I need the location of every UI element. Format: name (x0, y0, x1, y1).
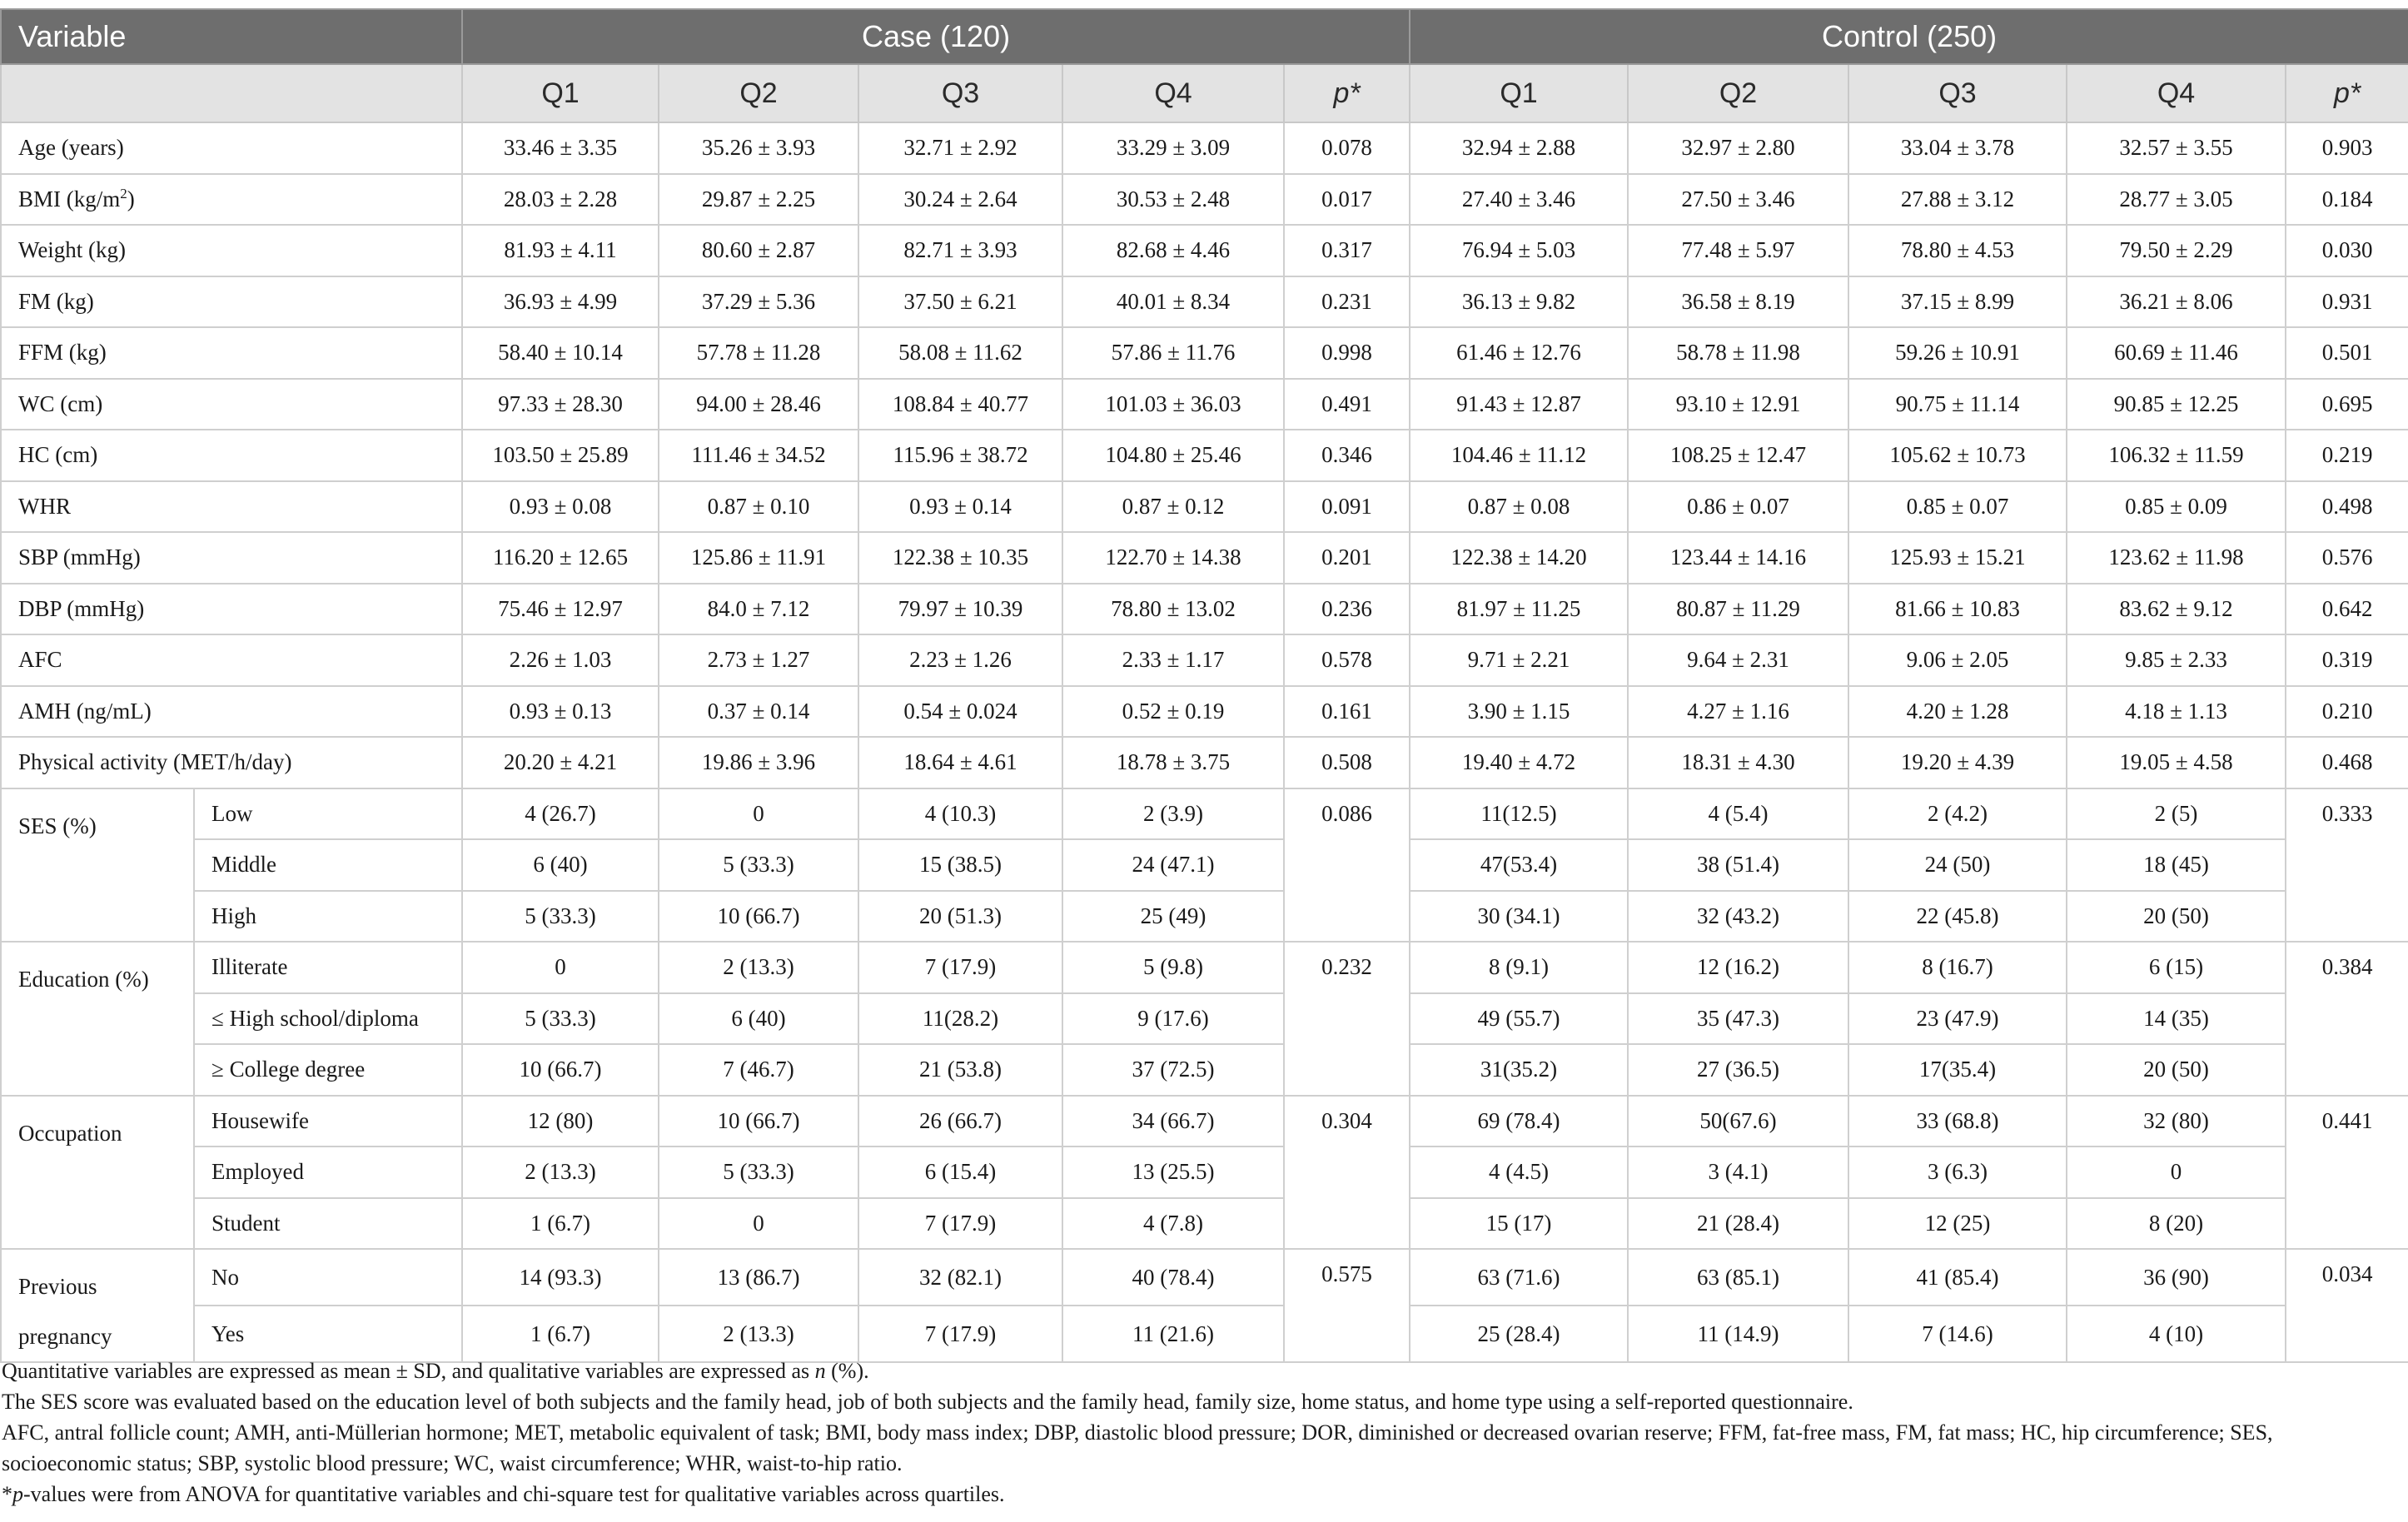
table-footnotes (2, 1355, 2400, 1510)
control-value-cell: 41 (85.4) (1848, 1249, 2067, 1306)
footnote-4: *p-values were from ANOVA for quantitative variables and chi-square test for qualitative variables across quartiles. (2, 1482, 1005, 1506)
control-value-cell: 69 (78.4) (1410, 1096, 1628, 1147)
control-p-value: 0.384 (2286, 942, 2408, 1096)
category-label: Employed (194, 1146, 462, 1198)
control-value-cell: 4 (4.5) (1410, 1146, 1628, 1198)
table-row (1, 1306, 2408, 1362)
category-label: Yes (194, 1306, 462, 1362)
control-q2-header: Q2 (1628, 64, 1848, 122)
control-value-cell: 20 (50) (2067, 1044, 2286, 1096)
case-value-cell: 79.97 ± 10.39 (858, 584, 1062, 635)
table-row (1, 891, 2408, 943)
blank-header (1, 64, 462, 122)
control-value-cell: 50(67.6) (1628, 1096, 1848, 1147)
row-label: DBP (mmHg) (1, 584, 462, 635)
case-value-cell: 115.96 ± 38.72 (858, 430, 1062, 481)
case-value-cell: 6 (40) (462, 839, 659, 891)
case-value-cell: 0.52 ± 0.19 (1062, 686, 1284, 738)
control-value-cell: 123.44 ± 14.16 (1628, 532, 1848, 584)
case-value-cell: 19.86 ± 3.96 (659, 737, 858, 788)
case-value-cell: 7 (46.7) (659, 1044, 858, 1096)
control-value-cell: 0.85 ± 0.07 (1848, 481, 2067, 533)
control-value-cell: 9.85 ± 2.33 (2067, 634, 2286, 686)
control-p-value: 0.903 (2286, 122, 2408, 174)
case-value-cell: 0.37 ± 0.14 (659, 686, 858, 738)
control-value-cell: 9.71 ± 2.21 (1410, 634, 1628, 686)
control-value-cell: 78.80 ± 4.53 (1848, 225, 2067, 276)
control-value-cell: 18 (45) (2067, 839, 2286, 891)
row-label: FM (kg) (1, 276, 462, 328)
case-value-cell: 57.86 ± 11.76 (1062, 327, 1284, 379)
case-value-cell: 75.46 ± 12.97 (462, 584, 659, 635)
case-value-cell: 7 (17.9) (858, 1198, 1062, 1250)
case-value-cell: 0 (659, 1198, 858, 1250)
group-label: Occupation (1, 1096, 194, 1250)
case-value-cell: 33.29 ± 3.09 (1062, 122, 1284, 174)
row-label: BMI $(kg/m^2)$ (1, 174, 462, 226)
control-p-value: 0.441 (2286, 1096, 2408, 1250)
case-value-cell: 108.84 ± 40.77 (858, 379, 1062, 430)
control-value-cell: 32.97 ± 2.80 (1628, 122, 1848, 174)
control-value-cell: 33.04 ± 3.78 (1848, 122, 2067, 174)
control-value-cell: 4.20 ± 1.28 (1848, 686, 2067, 738)
case-value-cell: 58.08 ± 11.62 (858, 327, 1062, 379)
footnote-2: The SES score was evaluated based on the education level of both subjects and the family head, job of both subjects and the family head, family size, home status, and home type using a self-reported questionnaire. (2, 1390, 1853, 1414)
case-p-value: 0.578 (1284, 634, 1410, 686)
control-value-cell: 125.93 ± 15.21 (1848, 532, 2067, 584)
group-label: SES (%) (1, 788, 194, 943)
row-label: Weight (kg) (1, 225, 462, 276)
control-p-value: 0.210 (2286, 686, 2408, 738)
group-label: Previous pregnancy (1, 1249, 194, 1362)
table-row (1, 634, 2408, 686)
case-value-cell: 18.78 ± 3.75 (1062, 737, 1284, 788)
table-row (1, 174, 2408, 226)
control-value-cell: 60.69 ± 11.46 (2067, 327, 2286, 379)
control-value-cell: 63 (85.1) (1628, 1249, 1848, 1306)
case-value-cell: 80.60 ± 2.87 (659, 225, 858, 276)
control-value-cell: 12 (25) (1848, 1198, 2067, 1250)
control-value-cell: 36 (90) (2067, 1249, 2286, 1306)
case-p-value: 0.236 (1284, 584, 1410, 635)
control-value-cell: 11 (14.9) (1628, 1306, 1848, 1362)
category-label: Student (194, 1198, 462, 1250)
case-p-value: 0.161 (1284, 686, 1410, 738)
control-value-cell: 61.46 ± 12.76 (1410, 327, 1628, 379)
case-value-cell: 20.20 ± 4.21 (462, 737, 659, 788)
table-body (1, 122, 2408, 1362)
table-row (1, 1146, 2408, 1198)
control-value-cell: 19.20 ± 4.39 (1848, 737, 2067, 788)
characteristics-table (0, 8, 2408, 1363)
case-value-cell: 2.23 ± 1.26 (858, 634, 1062, 686)
control-value-cell: 83.62 ± 9.12 (2067, 584, 2286, 635)
table-row (1, 839, 2408, 891)
control-value-cell: 14 (35) (2067, 993, 2286, 1045)
control-value-cell: 106.32 ± 11.59 (2067, 430, 2286, 481)
case-q4-header: Q4 (1062, 64, 1284, 122)
control-value-cell: 17(35.4) (1848, 1044, 2067, 1096)
control-value-cell: 0.87 ± 0.08 (1410, 481, 1628, 533)
case-value-cell: 4 (26.7) (462, 788, 659, 840)
case-value-cell: 24 (47.1) (1062, 839, 1284, 891)
control-value-cell: 21 (28.4) (1628, 1198, 1848, 1250)
case-value-cell: 82.71 ± 3.93 (858, 225, 1062, 276)
row-label: WC (cm) (1, 379, 462, 430)
case-p-value: 0.491 (1284, 379, 1410, 430)
control-value-cell: 32.57 ± 3.55 (2067, 122, 2286, 174)
case-value-cell: 32.71 ± 2.92 (858, 122, 1062, 174)
table-row (1, 686, 2408, 738)
case-value-cell: 94.00 ± 28.46 (659, 379, 858, 430)
case-value-cell: 25 (49) (1062, 891, 1284, 943)
control-value-cell: 32.94 ± 2.88 (1410, 122, 1628, 174)
control-value-cell: 90.75 ± 11.14 (1848, 379, 2067, 430)
table-row (1, 430, 2408, 481)
case-value-cell: 84.0 ± 7.12 (659, 584, 858, 635)
control-p-value: 0.642 (2286, 584, 2408, 635)
control-value-cell: 37.15 ± 8.99 (1848, 276, 2067, 328)
case-value-cell: 81.93 ± 4.11 (462, 225, 659, 276)
control-q1-header: Q1 (1410, 64, 1628, 122)
case-value-cell: 37.29 ± 5.36 (659, 276, 858, 328)
case-value-cell: 11(28.2) (858, 993, 1062, 1045)
control-p-value: 0.030 (2286, 225, 2408, 276)
case-p-value: 0.086 (1284, 788, 1410, 943)
case-value-cell: 5 (33.3) (659, 839, 858, 891)
category-label: Housewife (194, 1096, 462, 1147)
case-p-value: 0.575 (1284, 1249, 1410, 1362)
footnote-1: Quantitative variables are expressed as mean ± SD, and qualitative variables are expressed as n (%). (2, 1359, 869, 1383)
control-value-cell: 36.21 ± 8.06 (2067, 276, 2286, 328)
case-value-cell: 122.70 ± 14.38 (1062, 532, 1284, 584)
control-value-cell: 18.31 ± 4.30 (1628, 737, 1848, 788)
case-value-cell: 1 (6.7) (462, 1198, 659, 1250)
control-p-value: 0.931 (2286, 276, 2408, 328)
table-row (1, 1044, 2408, 1096)
control-value-cell: 0 (2067, 1146, 2286, 1198)
control-q3-header: Q3 (1848, 64, 2067, 122)
case-value-cell: 111.46 ± 34.52 (659, 430, 858, 481)
control-p-header: p* (2286, 64, 2408, 122)
control-value-cell: 59.26 ± 10.91 (1848, 327, 2067, 379)
case-value-cell: 2 (13.3) (659, 1306, 858, 1362)
case-value-cell: 15 (38.5) (858, 839, 1062, 891)
case-value-cell: 2.33 ± 1.17 (1062, 634, 1284, 686)
control-value-cell: 32 (80) (2067, 1096, 2286, 1147)
control-value-cell: 90.85 ± 12.25 (2067, 379, 2286, 430)
case-value-cell: 18.64 ± 4.61 (858, 737, 1062, 788)
case-p-value: 0.508 (1284, 737, 1410, 788)
table-row (1, 327, 2408, 379)
control-value-cell: 4.18 ± 1.13 (2067, 686, 2286, 738)
control-value-cell: 2 (4.2) (1848, 788, 2067, 840)
control-value-cell: 4 (5.4) (1628, 788, 1848, 840)
control-value-cell: 30 (34.1) (1410, 891, 1628, 943)
case-value-cell: 37 (72.5) (1062, 1044, 1284, 1096)
case-group-header: Case (120) (462, 9, 1410, 64)
case-p-value: 0.998 (1284, 327, 1410, 379)
control-p-value: 0.319 (2286, 634, 2408, 686)
control-value-cell: 36.58 ± 8.19 (1628, 276, 1848, 328)
control-value-cell: 36.13 ± 9.82 (1410, 276, 1628, 328)
variable-header: Variable (1, 9, 462, 64)
control-value-cell: 6 (15) (2067, 942, 2286, 993)
row-label: AMH (ng/mL) (1, 686, 462, 738)
case-value-cell: 82.68 ± 4.46 (1062, 225, 1284, 276)
table-row (1, 737, 2408, 788)
case-value-cell: 4 (7.8) (1062, 1198, 1284, 1250)
case-p-value: 0.201 (1284, 532, 1410, 584)
group-label: Education (%) (1, 942, 194, 1096)
control-p-value: 0.034 (2286, 1249, 2408, 1362)
case-value-cell: 2.73 ± 1.27 (659, 634, 858, 686)
control-value-cell: 123.62 ± 11.98 (2067, 532, 2286, 584)
control-value-cell: 11(12.5) (1410, 788, 1628, 840)
case-value-cell: 0.93 ± 0.13 (462, 686, 659, 738)
control-value-cell: 93.10 ± 12.91 (1628, 379, 1848, 430)
control-value-cell: 76.94 ± 5.03 (1410, 225, 1628, 276)
case-value-cell: 10 (66.7) (659, 1096, 858, 1147)
control-value-cell: 38 (51.4) (1628, 839, 1848, 891)
case-value-cell: 40 (78.4) (1062, 1249, 1284, 1306)
control-value-cell: 20 (50) (2067, 891, 2286, 943)
case-value-cell: 0.87 ± 0.12 (1062, 481, 1284, 533)
category-label: ≥ College degree (194, 1044, 462, 1096)
control-group-header: Control (250) (1410, 9, 2408, 64)
case-value-cell: 0.54 ± 0.024 (858, 686, 1062, 738)
row-label: Physical activity (MET/h/day) (1, 737, 462, 788)
row-label: Age (years) (1, 122, 462, 174)
case-value-cell: 125.86 ± 11.91 (659, 532, 858, 584)
case-value-cell: 36.93 ± 4.99 (462, 276, 659, 328)
case-value-cell: 30.24 ± 2.64 (858, 174, 1062, 226)
control-value-cell: 32 (43.2) (1628, 891, 1848, 943)
row-label: WHR (1, 481, 462, 533)
case-value-cell: 29.87 ± 2.25 (659, 174, 858, 226)
control-value-cell: 47(53.4) (1410, 839, 1628, 891)
case-value-cell: 2 (13.3) (659, 942, 858, 993)
control-value-cell: 105.62 ± 10.73 (1848, 430, 2067, 481)
control-value-cell: 27.50 ± 3.46 (1628, 174, 1848, 226)
control-value-cell: 49 (55.7) (1410, 993, 1628, 1045)
category-label: ≤ High school/diploma (194, 993, 462, 1045)
case-value-cell: 58.40 ± 10.14 (462, 327, 659, 379)
case-value-cell: 26 (66.7) (858, 1096, 1062, 1147)
row-label: HC (cm) (1, 430, 462, 481)
case-value-cell: 2.26 ± 1.03 (462, 634, 659, 686)
control-value-cell: 81.97 ± 11.25 (1410, 584, 1628, 635)
control-value-cell: 24 (50) (1848, 839, 2067, 891)
row-label: SBP (mmHg) (1, 532, 462, 584)
control-value-cell: 3 (4.1) (1628, 1146, 1848, 1198)
case-p-value: 0.078 (1284, 122, 1410, 174)
case-value-cell: 7 (17.9) (858, 942, 1062, 993)
case-value-cell: 35.26 ± 3.93 (659, 122, 858, 174)
table-row (1, 225, 2408, 276)
control-value-cell: 33 (68.8) (1848, 1096, 2067, 1147)
table-row (1, 993, 2408, 1045)
table-row (1, 1198, 2408, 1250)
control-value-cell: 3.90 ± 1.15 (1410, 686, 1628, 738)
control-value-cell: 58.78 ± 11.98 (1628, 327, 1848, 379)
control-value-cell: 0.86 ± 0.07 (1628, 481, 1848, 533)
case-value-cell: 13 (25.5) (1062, 1146, 1284, 1198)
case-q3-header: Q3 (858, 64, 1062, 122)
case-value-cell: 5 (33.3) (462, 891, 659, 943)
control-value-cell: 4.27 ± 1.16 (1628, 686, 1848, 738)
control-p-value: 0.468 (2286, 737, 2408, 788)
case-p-value: 0.231 (1284, 276, 1410, 328)
case-q2-header: Q2 (659, 64, 858, 122)
case-value-cell: 40.01 ± 8.34 (1062, 276, 1284, 328)
table-row (1, 942, 2408, 993)
control-value-cell: 22 (45.8) (1848, 891, 2067, 943)
case-value-cell: 14 (93.3) (462, 1249, 659, 1306)
case-value-cell: 104.80 ± 25.46 (1062, 430, 1284, 481)
row-label: AFC (1, 634, 462, 686)
table-row (1, 788, 2408, 840)
table-row (1, 379, 2408, 430)
case-value-cell: 20 (51.3) (858, 891, 1062, 943)
case-value-cell: 37.50 ± 6.21 (858, 276, 1062, 328)
control-value-cell: 8 (16.7) (1848, 942, 2067, 993)
case-value-cell: 33.46 ± 3.35 (462, 122, 659, 174)
case-q1-header: Q1 (462, 64, 659, 122)
case-value-cell: 0.93 ± 0.08 (462, 481, 659, 533)
control-value-cell: 27.40 ± 3.46 (1410, 174, 1628, 226)
control-p-value: 0.695 (2286, 379, 2408, 430)
control-value-cell: 0.85 ± 0.09 (2067, 481, 2286, 533)
control-value-cell: 7 (14.6) (1848, 1306, 2067, 1362)
category-label: Illiterate (194, 942, 462, 993)
case-value-cell: 116.20 ± 12.65 (462, 532, 659, 584)
case-value-cell: 12 (80) (462, 1096, 659, 1147)
case-p-value: 0.232 (1284, 942, 1410, 1096)
control-value-cell: 108.25 ± 12.47 (1628, 430, 1848, 481)
case-value-cell: 32 (82.1) (858, 1249, 1062, 1306)
case-value-cell: 0.93 ± 0.14 (858, 481, 1062, 533)
case-value-cell: 1 (6.7) (462, 1306, 659, 1362)
control-value-cell: 19.40 ± 4.72 (1410, 737, 1628, 788)
control-value-cell: 8 (20) (2067, 1198, 2286, 1250)
case-value-cell: 7 (17.9) (858, 1306, 1062, 1362)
control-p-value: 0.184 (2286, 174, 2408, 226)
case-p-value: 0.091 (1284, 481, 1410, 533)
case-value-cell: 30.53 ± 2.48 (1062, 174, 1284, 226)
control-value-cell: 79.50 ± 2.29 (2067, 225, 2286, 276)
case-value-cell: 5 (33.3) (462, 993, 659, 1045)
table-row (1, 584, 2408, 635)
case-value-cell: 6 (15.4) (858, 1146, 1062, 1198)
case-value-cell: 57.78 ± 11.28 (659, 327, 858, 379)
table-row (1, 532, 2408, 584)
table-row (1, 1249, 2408, 1306)
case-value-cell: 10 (66.7) (462, 1044, 659, 1096)
case-value-cell: 78.80 ± 13.02 (1062, 584, 1284, 635)
control-value-cell: 15 (17) (1410, 1198, 1628, 1250)
category-label: Low (194, 788, 462, 840)
table-row (1, 122, 2408, 174)
case-value-cell: 6 (40) (659, 993, 858, 1045)
category-label: No (194, 1249, 462, 1306)
case-value-cell: 13 (86.7) (659, 1249, 858, 1306)
case-value-cell: 34 (66.7) (1062, 1096, 1284, 1147)
case-p-value: 0.017 (1284, 174, 1410, 226)
control-value-cell: 91.43 ± 12.87 (1410, 379, 1628, 430)
case-value-cell: 4 (10.3) (858, 788, 1062, 840)
control-value-cell: 3 (6.3) (1848, 1146, 2067, 1198)
control-p-value: 0.501 (2286, 327, 2408, 379)
control-p-value: 0.219 (2286, 430, 2408, 481)
control-value-cell: 35 (47.3) (1628, 993, 1848, 1045)
control-value-cell: 80.87 ± 11.29 (1628, 584, 1848, 635)
control-p-value: 0.498 (2286, 481, 2408, 533)
case-value-cell: 0 (462, 942, 659, 993)
table-row (1, 276, 2408, 328)
control-value-cell: 9.64 ± 2.31 (1628, 634, 1848, 686)
case-p-header: p* (1284, 64, 1410, 122)
case-value-cell: 5 (9.8) (1062, 942, 1284, 993)
control-value-cell: 8 (9.1) (1410, 942, 1628, 993)
control-value-cell: 4 (10) (2067, 1306, 2286, 1362)
table-row (1, 1096, 2408, 1147)
case-p-value: 0.346 (1284, 430, 1410, 481)
control-value-cell: 63 (71.6) (1410, 1249, 1628, 1306)
case-p-value: 0.317 (1284, 225, 1410, 276)
control-value-cell: 27 (36.5) (1628, 1044, 1848, 1096)
category-label: Middle (194, 839, 462, 891)
case-value-cell: 103.50 ± 25.89 (462, 430, 659, 481)
table-row (1, 481, 2408, 533)
control-value-cell: 12 (16.2) (1628, 942, 1848, 993)
control-value-cell: 27.88 ± 3.12 (1848, 174, 2067, 226)
control-p-value: 0.333 (2286, 788, 2408, 943)
case-value-cell: 101.03 ± 36.03 (1062, 379, 1284, 430)
case-value-cell: 11 (21.6) (1062, 1306, 1284, 1362)
case-p-value: 0.304 (1284, 1096, 1410, 1250)
control-value-cell: 31(35.2) (1410, 1044, 1628, 1096)
control-value-cell: 23 (47.9) (1848, 993, 2067, 1045)
case-value-cell: 2 (13.3) (462, 1146, 659, 1198)
case-value-cell: 0 (659, 788, 858, 840)
control-value-cell: 122.38 ± 14.20 (1410, 532, 1628, 584)
control-p-value: 0.576 (2286, 532, 2408, 584)
control-value-cell: 81.66 ± 10.83 (1848, 584, 2067, 635)
case-value-cell: 97.33 ± 28.30 (462, 379, 659, 430)
case-value-cell: 2 (3.9) (1062, 788, 1284, 840)
case-value-cell: 122.38 ± 10.35 (858, 532, 1062, 584)
case-value-cell: 10 (66.7) (659, 891, 858, 943)
row-label: FFM (kg) (1, 327, 462, 379)
control-value-cell: 25 (28.4) (1410, 1306, 1628, 1362)
control-value-cell: 28.77 ± 3.05 (2067, 174, 2286, 226)
control-value-cell: 9.06 ± 2.05 (1848, 634, 2067, 686)
case-value-cell: 0.87 ± 0.10 (659, 481, 858, 533)
case-value-cell: 9 (17.6) (1062, 993, 1284, 1045)
category-label: High (194, 891, 462, 943)
footnote-3: AFC, antral follicle count; AMH, anti-Müllerian hormone; MET, metabolic equivalent of task; BMI, body mass index; DBP, diastolic blood pressure; DOR, diminished or decreased ovarian reserve; FFM, fat-free mass, FM, fat mass; HC, hip circumference; SES, socioeconomic status; SBP, systolic blood pressure; WC, waist circumference; WHR, waist-to-hip ratio. (2, 1420, 2273, 1475)
case-value-cell: 28.03 ± 2.28 (462, 174, 659, 226)
case-value-cell: 21 (53.8) (858, 1044, 1062, 1096)
control-value-cell: 2 (5) (2067, 788, 2286, 840)
control-value-cell: 77.48 ± 5.97 (1628, 225, 1848, 276)
case-value-cell: 5 (33.3) (659, 1146, 858, 1198)
control-value-cell: 104.46 ± 11.12 (1410, 430, 1628, 481)
control-q4-header: Q4 (2067, 64, 2286, 122)
control-value-cell: 19.05 ± 4.58 (2067, 737, 2286, 788)
